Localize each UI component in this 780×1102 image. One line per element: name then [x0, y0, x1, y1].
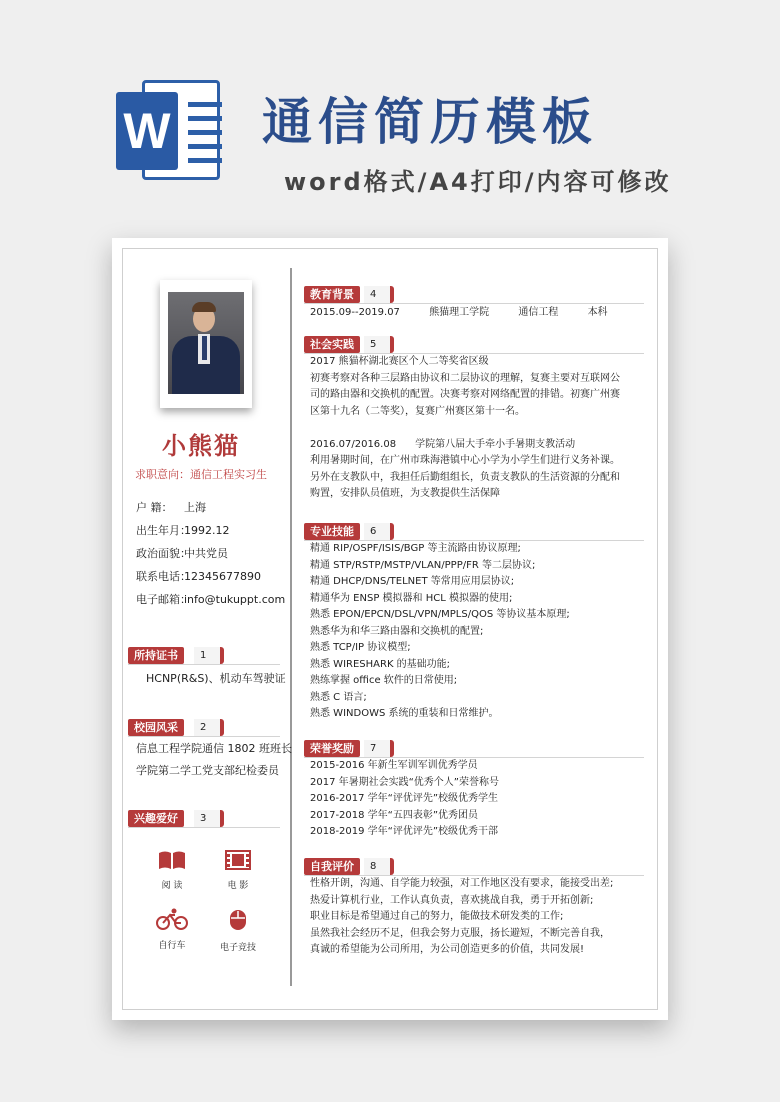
- profile-photo: [168, 292, 244, 394]
- self-eval-line: 真诚的希望能为公司所用，为公司创造更多的价值，共同发展!: [310, 944, 585, 955]
- photo-hair: [192, 302, 216, 312]
- section-title: 自我评价: [304, 858, 360, 875]
- section-number: 8: [364, 858, 394, 875]
- doc-line: [188, 130, 222, 135]
- section-rule: [304, 303, 644, 304]
- info-value: 1992.12: [184, 524, 230, 537]
- skill-line: 熟悉 C 语言;: [310, 691, 367, 703]
- practice-line: 2016.07/2016.08 学院第八届大手牵小手暑期支教活动: [310, 438, 576, 450]
- practice-line: 区第十九名（二等奖），复赛广州赛区第十一名。: [310, 405, 525, 417]
- honor-line: 2018-2019 学年“评优评先”校级优秀干部: [310, 826, 499, 837]
- section-rule: [128, 827, 280, 828]
- section-number: 7: [364, 740, 394, 757]
- skill-line: 精通 RIP/OSPF/ISIS/BGP 等主流路由协议原理;: [310, 543, 521, 554]
- doc-line: [188, 116, 222, 121]
- job-intent: 求职意向：通信工程实习生: [135, 468, 267, 481]
- mouse-icon: [228, 908, 248, 932]
- hobby-label: 阅 读: [161, 881, 183, 891]
- skill-line: 熟悉 WIRESHARK 的基础功能;: [310, 658, 451, 670]
- honor-line: 2015-2016 年新生军训军训优秀学员: [310, 760, 478, 771]
- self-eval-line: 性格开朗，沟通、自学能力较强，对工作地区没有要求，能接受出差;: [310, 878, 614, 889]
- section-rule: [128, 736, 280, 737]
- practice-line: 购置，安排队员值班，为支教提供生活保障: [310, 488, 500, 499]
- honors-text: [310, 758, 640, 841]
- honor-line: 2016-2017 学年“评优评先”校级优秀学生: [310, 793, 499, 804]
- education-row: [310, 305, 640, 322]
- section-title: 教育背景: [304, 286, 360, 303]
- campus-line: 学院第二学工党支部纪检委员: [136, 764, 279, 777]
- candidate-name: 小熊猫: [162, 432, 240, 460]
- practice-line: 利用暑期时间，在广州市珠海港镇中心小学为小学生们进行义务补课。: [310, 455, 620, 466]
- hobby-label: 自行车: [158, 941, 186, 951]
- self-eval-line: 职业目标是希望通过自己的努力，能做技术研发类的工作;: [310, 911, 564, 922]
- section-title: 专业技能: [304, 523, 360, 540]
- section-number: 2: [194, 719, 224, 736]
- hobby-esports: [208, 908, 268, 953]
- self-evaluation-text: [310, 876, 640, 959]
- education-major: 通信工程: [518, 307, 559, 318]
- section-number: 6: [364, 523, 394, 540]
- skill-line: 熟悉 WINDOWS 系统的重装和日常维护。: [310, 708, 499, 719]
- info-value: info@tukuppt.com: [184, 593, 286, 606]
- film-icon: [225, 850, 251, 870]
- section-title: 兴趣爱好: [128, 810, 184, 827]
- word-logo-icon: [116, 80, 220, 186]
- skill-line: 熟悉 TCP/IP 协议模型;: [310, 642, 411, 653]
- info-key: 政治面貌：: [136, 547, 191, 560]
- hobby-label: 电子竞技: [219, 943, 256, 953]
- practice-line: [310, 420, 640, 437]
- info-row: [136, 542, 290, 565]
- bicycle-icon: [156, 908, 188, 930]
- skill-line: 熟悉 EPON/EPCN/DSL/VPN/MPLS/QOS 等协议基本原理;: [310, 609, 570, 620]
- skills-text: [310, 541, 640, 723]
- education-degree: 本科: [587, 307, 608, 318]
- campus-line: 信息工程学院通信 1802 班班长: [136, 742, 292, 755]
- info-key: 户 籍：: [136, 501, 173, 514]
- section-title: 所持证书: [128, 647, 184, 664]
- profile-photo-frame: [160, 280, 252, 408]
- word-letter: W: [116, 92, 178, 170]
- practice-line: 另外在支教队中，我担任后勤组组长，负责支教队的生活资源的分配和: [310, 471, 620, 483]
- skill-line: 精通 STP/RSTP/MSTP/VLAN/PPP/FR 等二层协议;: [310, 559, 536, 571]
- honor-line: 2017-2018 学年“五四表彰”优秀团员: [310, 809, 479, 821]
- info-value: 上海: [184, 501, 206, 514]
- section-number: 5: [364, 336, 394, 353]
- section-title: 荣誉奖励: [304, 740, 360, 757]
- section-number: 1: [194, 647, 224, 664]
- education-school: 熊猫理工学院: [429, 307, 490, 318]
- book-icon: [158, 850, 186, 870]
- practice-line: 初赛考察对各种三层路由协议和二层协议的理解，复赛主要对互联网公: [310, 372, 620, 384]
- hobby-cycling: [142, 908, 202, 951]
- info-value: 中共党员: [184, 547, 228, 560]
- section-number: 4: [364, 286, 394, 303]
- skill-line: 精通华为 ENSP 模拟器和 HCL 模拟器的使用;: [310, 592, 513, 604]
- self-eval-line: 虽然我社会经历不足，但我会努力克服，扬长避短，不断完善自我，: [310, 927, 610, 939]
- skill-line: 熟练掌握 office 软件的日常使用;: [310, 675, 458, 686]
- section-title: 社会实践: [304, 336, 360, 353]
- education-period: 2015.09--2019.07: [310, 307, 400, 318]
- info-row: [136, 565, 290, 588]
- personal-info: [136, 496, 290, 611]
- campus-text: [136, 738, 292, 782]
- banner-title: 通信简历模板: [262, 93, 598, 151]
- section-number: 3: [194, 810, 224, 827]
- photo-tie: [202, 336, 207, 360]
- practice-line: 2017 熊猫杯湖北赛区个人二等奖省区级: [310, 356, 489, 367]
- resume-page: [112, 238, 668, 1020]
- certificates-text: HCNP(R&S)、机动车驾驶证: [146, 672, 286, 685]
- practice-line: 司的路由器和交换机的配置。决赛考察对网络配置的排错。初赛广州赛: [310, 389, 620, 400]
- info-key: 出生年月：: [136, 524, 191, 537]
- honor-line: 2017 年暑期社会实践“优秀个人”荣誉称号: [310, 776, 499, 788]
- doc-line: [188, 102, 222, 107]
- hobby-label: 电 影: [227, 881, 249, 891]
- info-row: [136, 588, 290, 611]
- doc-line: [188, 144, 222, 149]
- section-title: 校园风采: [128, 719, 184, 736]
- hobby-movies: [208, 850, 268, 891]
- doc-line: [188, 158, 222, 163]
- info-row: [136, 496, 290, 519]
- skill-line: 精通 DHCP/DNS/TELNET 等常用应用层协议;: [310, 576, 515, 587]
- info-key: 电子邮箱：: [136, 593, 191, 606]
- banner-subtitle: word格式/A4打印/内容可修改: [284, 168, 672, 196]
- skill-line: 熟悉华为和华三路由器和交换机的配置;: [310, 625, 484, 637]
- info-key: 联系电话：: [136, 570, 191, 583]
- section-rule: [128, 664, 280, 665]
- info-row: [136, 519, 290, 542]
- self-eval-line: 热爱计算机行业，工作认真负责，喜欢挑战自我，勇于开拓创新;: [310, 894, 594, 906]
- column-divider: [290, 268, 292, 986]
- info-value: 12345677890: [184, 570, 261, 583]
- hobby-reading: [142, 850, 202, 891]
- practice-text: [310, 354, 640, 503]
